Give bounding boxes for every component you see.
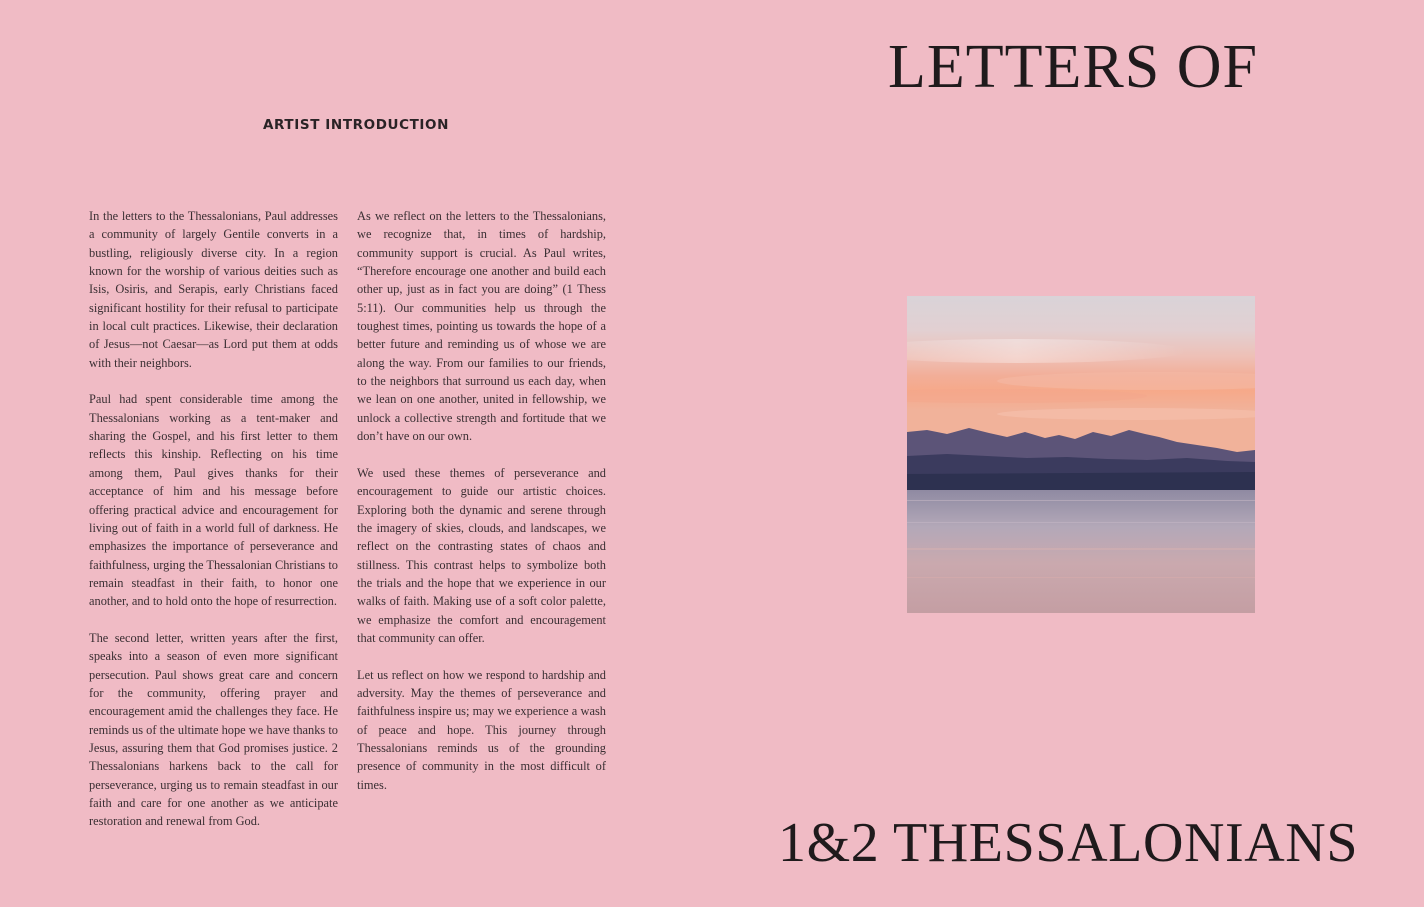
sunset-lake-mountains-image xyxy=(907,296,1255,613)
book-title-top: LETTERS OF xyxy=(888,33,1258,101)
section-heading: ARTIST INTRODUCTION xyxy=(263,117,449,133)
body-column-left xyxy=(89,207,338,849)
body-paragraph: As we reflect on the letters to the Thessalonians, we recognize that, in times of hardship, community support is crucial. As Paul writes, “Therefore encourage one another and build each other up, just as in fact you are doing” (1 Thess 5:11). Our communities help us through the toughest times, pointing us towards the hope of a better future and reminding us of whose we are along the way. From our families to our friends, to the neighbors that surround us each day, when we lean on one another, united in fellowship, we unlock a collective strength and fortitude that we don’t have on our own. xyxy=(357,209,606,444)
body-column-right xyxy=(357,207,606,812)
body-paragraph: The second letter, written years after the first, speaks into a season of even more significant persecution. Paul shows great care and concern for the community, offering prayer and encouragement amid the challenges they face. He reminds us of the ultimate hope we have thanks to Jesus, assuring them that God promises justice. 2 Thessalonians harkens back to the call for perseverance, urging us to remain steadfast in our faith and care for one another as we anticipate restoration and renewal from God. xyxy=(89,630,338,829)
body-paragraph: Paul had spent considerable time among the Thessalonians working as a tent-maker and sharing the Gospel, and his first letter to them reflects this kinship. Reflecting on his time among them, Paul gives thanks for their acceptance of him and his message before offering practical advice and encouragement for living out of faith in a world full of darkness. He emphasizes the importance of perseverance and faithfulness, urging the Thessalonian Christians to remain steadfast in their faith, to honor one another, and to hold onto the hope of resurrection. xyxy=(89,392,338,609)
body-paragraph: In the letters to the Thessalonians, Paul addresses a community of largely Gentile converts in a bustling, religiously diverse city. In a region known for the worship of various deities such as Isis, Osiris, and Serapis, early Christians faced significant hostility for their refusal to participate in local cult practices. Likewise, their declaration of Jesus—not Caesar—as Lord put them at odds with their neighbors. xyxy=(89,209,338,370)
body-paragraph: We used these themes of perseverance and encouragement to guide our artistic choices. Exploring both the dynamic and serene through the imagery of skies, clouds, and landscapes, we reflect on the contrasting states of chaos and stillness. This contrast helps to symbolize both the trials and the hope that we experience in our walks of faith. Making use of a soft color palette, we emphasize the comfort and encouragement that community can offer. xyxy=(357,465,606,645)
body-paragraph: Let us reflect on how we respond to hardship and adversity. May the themes of perseverance and faithfulness inspire us; may we experience a wash of peace and hope. This journey through Thessalonians reminds us of the grounding presence of community in the most difficult of times. xyxy=(357,667,606,792)
book-title-bottom: 1&2 THESSALONIANS xyxy=(778,812,1359,874)
